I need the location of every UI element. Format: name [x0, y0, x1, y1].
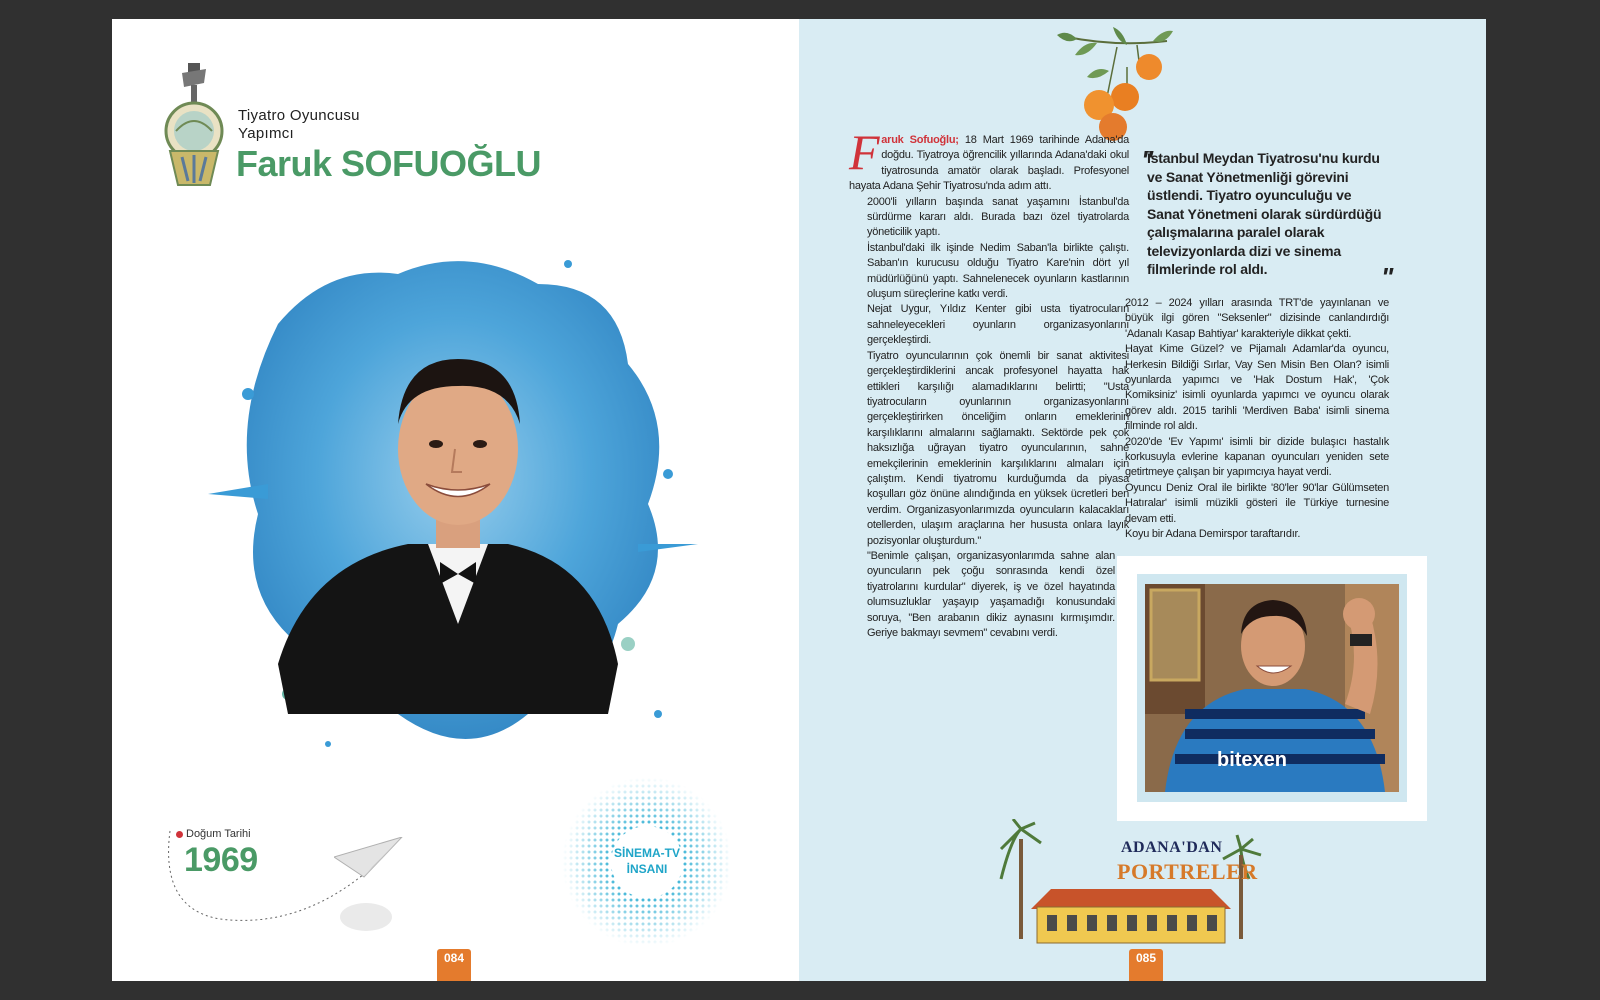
- photo-frame: [1117, 556, 1427, 821]
- magazine-spread: [112, 19, 1486, 981]
- article-paragraph: "Benimle çalışan, organizasyonlarımda sahne alan oyuncuların pek çoğu sonrasında kendi özel tiyatrolarını kurdular" diyerek, iş ve özel hayatında olumsuzluklar yaşayıp yaşamadığı konusundaki soruya, "Ben arabanın dikiz aynasını kırmışımdır. Geriye bakmayı sevmem" cevabını verdi.: [867, 549, 1115, 639]
- right-page: [799, 19, 1486, 981]
- adana-emblem-icon: [160, 61, 230, 191]
- role-producer: Yapımcı: [238, 125, 295, 142]
- quote-close-mark: ": [1381, 262, 1394, 292]
- logo-title-line-1: ADANA'DAN: [1121, 839, 1223, 856]
- left-page: [112, 19, 799, 981]
- stamp-line-2: İNSANI: [626, 862, 668, 876]
- stamp-line-1: SİNEMA-TV: [614, 846, 680, 860]
- birth-year: 1969: [184, 841, 258, 879]
- article-column-right: [1125, 296, 1389, 543]
- article-column-left: [849, 124, 1129, 641]
- article-paragraph: İstanbul'daki ilk işinde Nedim Saban'la birlikte çalıştı. Saban'ın kurucusu olduğu Tiyatro Kare'nin dört yıl müdürlüğünü yaptı. Sahnelenecek oyunların kastlarının oluşum süreçlerine katkı verdi.: [867, 241, 1129, 301]
- person-name-heading: Faruk SOFUOĞLU: [236, 143, 542, 184]
- jersey-sponsor-text: bitexen: [1217, 749, 1288, 771]
- article-paragraph: [849, 124, 1129, 195]
- narrow-paragraphs: [849, 549, 1129, 641]
- page-number-left: 084: [437, 949, 471, 981]
- article-paragraph: 2020'de 'Ev Yapımı' isimli bir dizide bulaşıcı hastalık korkusuyla evlerine kapanan oyuncuları yeniden sete getirtmeye çalışan bir yapımcıya hayat verdi.: [1125, 435, 1389, 479]
- photo-mat: [1137, 574, 1407, 802]
- birth-date-label: Doğum Tarihi: [186, 828, 251, 840]
- article-paragraph: 2012 – 2024 yılları arasında TRT'de yayınlanan ve büyük ilgi gören "Seksenler" dizisinde canlandırdığı 'Adanalı Kasap Bahtiyar' karakteriyle dikkat çekti.: [1125, 297, 1389, 340]
- dropcap-letter: F: [849, 124, 880, 180]
- lead-name: aruk Sofuoğlu;: [881, 134, 959, 146]
- indented-paragraphs: [849, 195, 1129, 549]
- role-theatre-actor: Tiyatro Oyuncusu: [238, 107, 360, 124]
- paragraph-text: 18 Mart 1969 tarihinde Adana'da doğdu. Tiyatroya öğrencilik yıllarında Adana'daki okul tiyatrosunda amatör olarak başladı. Profesyonel hayata Adana Şehir Tiyatrosu'nda adım attı.: [849, 134, 1129, 193]
- article-paragraph: Nejat Uygur, Yıldız Kenter gibi usta tiyatrocuların sahneleyecekleri oyunların organizasyonlarını gerçekleştirdi.: [867, 303, 1129, 347]
- logo-title-line-2: PORTRELER: [1117, 859, 1258, 884]
- paper-plane-icon: [334, 837, 404, 947]
- portrait-illustration: [208, 244, 698, 784]
- birth-marker-dot: [176, 831, 183, 838]
- article-paragraph: Hayat Kime Güzel? ve Pijamalı Adamlar'da oyuncu, Herkesin Bildiği Sırlar, Vay Sen Misin Ben Olan? isimli oyunlarda yapımcı ve 'Hak Dostum Hak', 'Çok Komiksiniz' isimli oyunlarda yapımcı ve oyuncu olarak görev aldı. 2015 tarihli 'Merdiven Baba' isimli sinema filminde rol aldı.: [1125, 343, 1389, 433]
- cinema-tv-stamp-label: [562, 845, 732, 877]
- page-number-right: 085: [1129, 949, 1163, 981]
- orange-branch-icon: [1057, 27, 1177, 145]
- article-paragraph: Koyu bir Adana Demirspor taraftarıdır.: [1125, 528, 1301, 541]
- article-paragraph: Tiyatro oyuncularının çok önemli bir sanat aktivitesi gerçekleştirdiklerini ancak profesyonel hayatta hak ettikleri karşılığı alamadıklarını belirtti; "Usta tiyatrocuların oyunlarının organizasyonlarını gerçekleştirirken önceliğim onların emeklerinin karşılıklarını almalarını sağlamaktı. Sektörde pek çok haksızlığa uğrayan tiyatro oyuncularının, sahne emekçilerinin emeklerinin karşılıklarını almaları için çalıştım. Kendi tiyatromu kurduğumda da piyasa koşulları göz önüne alındığında en yüksek ücretleri ben verdim. Organizasyonlarımızda oyuncuların kalacakları otellerden, ulaşım araçlarına her hususta onlara layık pozisyonlar oluşturdum.": [867, 349, 1129, 547]
- quote-open-mark: ": [1141, 145, 1154, 175]
- fan-photo: [1145, 584, 1399, 792]
- article-paragraph: Oyuncu Deniz Oral ile birlikte '80'ler 90'lar Gülümseten Hatıralar' isimli müzikli gösteri ile Türkiye turnesine devam etti.: [1125, 481, 1389, 525]
- article-paragraph: 2000'li yılların başında sanat yaşamını İstanbul'da sürdürme kararı aldı. Burada bazı özel tiyatrolarda yöneticilik yaptı.: [867, 195, 1129, 239]
- pull-quote: İstanbul Meydan Tiyatrosu'nu kurdu ve Sanat Yönetmenliği görevini üstlendi. Tiyatro oyunculuğu ve Sanat Yönetmeni olarak sürdürdüğü çalışmalarına paralel olarak televizyonlarda dizi ve sinema filmlerinde rol aldı.: [1147, 150, 1382, 277]
